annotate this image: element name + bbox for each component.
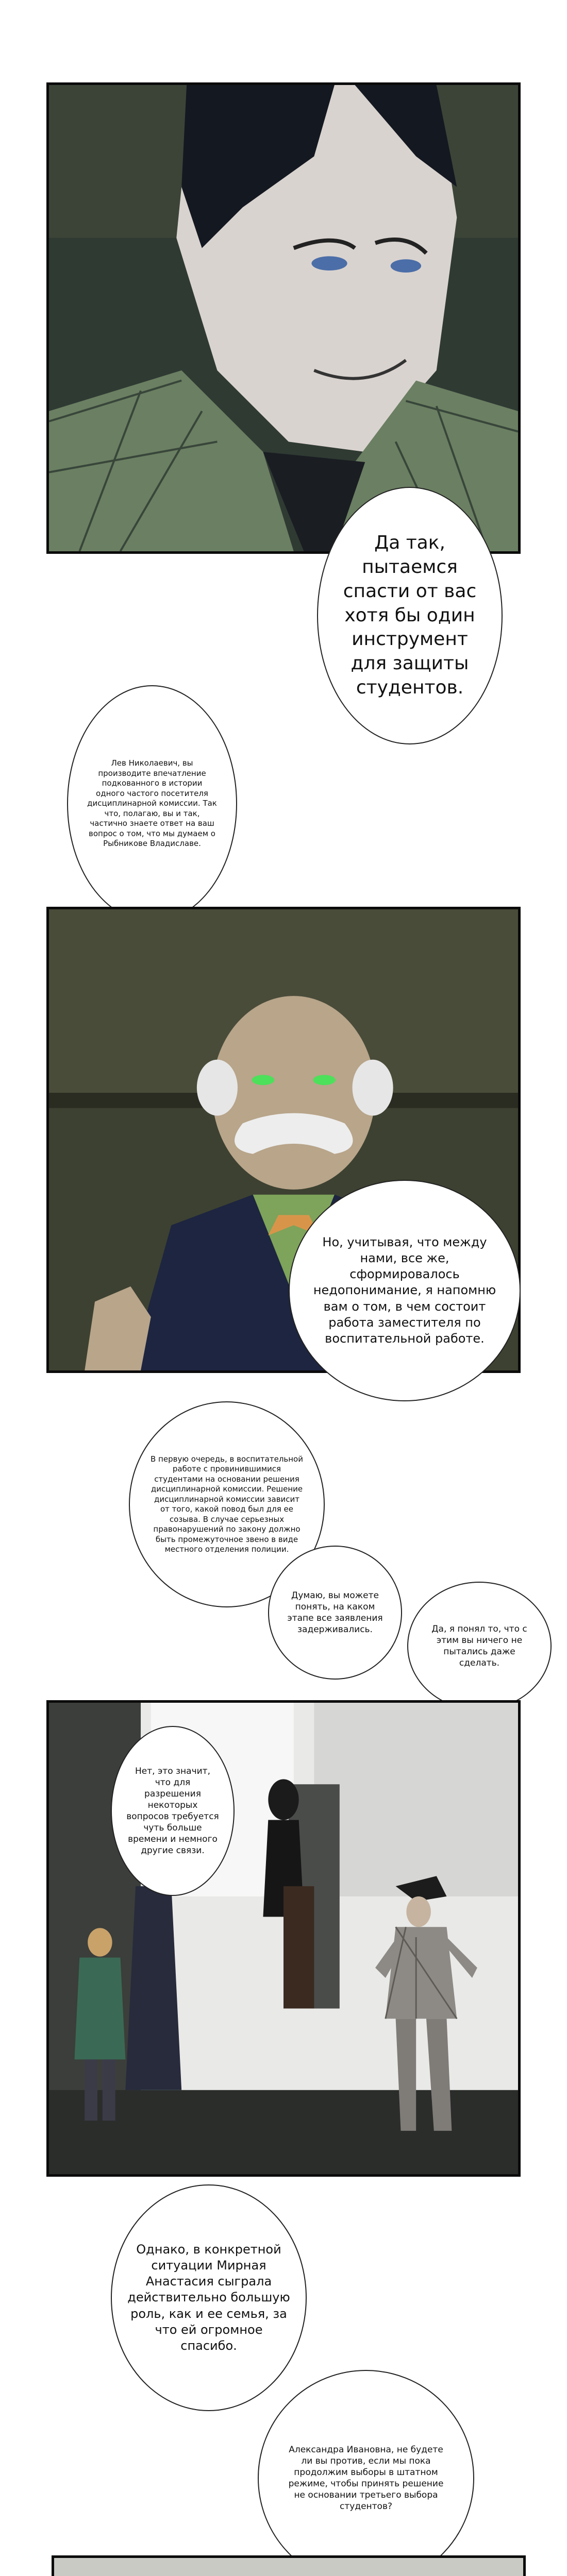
- speech-bubble-8: [111, 2184, 307, 2411]
- speech-text-2: Лев Николаевич, вы производите впечатление подкованного в истории одного частого посетителя дисциплинарной комиссии. Так что, полагаю, вы и так, частично знаете ответ на ваш вопрос о том, что мы думаем о Рыбникове Владиславе.: [87, 758, 217, 849]
- speech-bubble-6: [407, 1582, 552, 1710]
- speech-text-6: Да, я понял то, что с этим вы ничего не пытались даже сделать.: [431, 1623, 527, 1669]
- speech-text-8: Однако, в конкретной ситуации Мирная Анастасия сыграла действительно большую роль, как и ее семья, за что ей огромное спасибо.: [127, 2242, 290, 2353]
- speech-bubble-1: [317, 487, 503, 744]
- speech-text-9: Александра Ивановна, не будете ли вы против, если мы пока продолжим выборы в штатном режиме, чтобы принять решение не основании третьего выбора студентов?: [288, 2444, 444, 2512]
- speech-bubble-7: [111, 1726, 235, 1896]
- speech-bubble-3: [289, 1180, 521, 1401]
- panel-4: [52, 2555, 526, 2576]
- speech-text-5: Думаю, вы можете понять, на каком этапе все заявления задерживались.: [287, 1590, 383, 1635]
- speech-bubble-2: [67, 685, 237, 922]
- panel-1: [46, 82, 521, 554]
- speech-text-3: Но, учитывая, что между нами, все же, сформировалось недопонимание, я напомню вам о том, в чем состоит работа заместителя по воспитательной работе.: [313, 1234, 496, 1346]
- speech-text-4: В первую очередь, в воспитательной работе с провинившимися студентами на основании решения дисциплинарной комиссии. Решение дисциплинарной комиссии зависит от того, какой повод был для ее созыва. В случае серьезных правонарушений по закону должно быть промежуточное звено в виде местного отделения полиции.: [151, 1454, 303, 1554]
- speech-text-1: Да так, пытаемся спасти от вас хотя бы один инструмент для защиты студентов.: [343, 532, 477, 698]
- speech-bubble-5: [268, 1546, 402, 1680]
- speech-text-7: Нет, это значит, что для разрешения некоторых вопросов требуется чуть больше времени и немного другие связи.: [126, 1766, 219, 1856]
- speech-bubble-9: [258, 2370, 474, 2576]
